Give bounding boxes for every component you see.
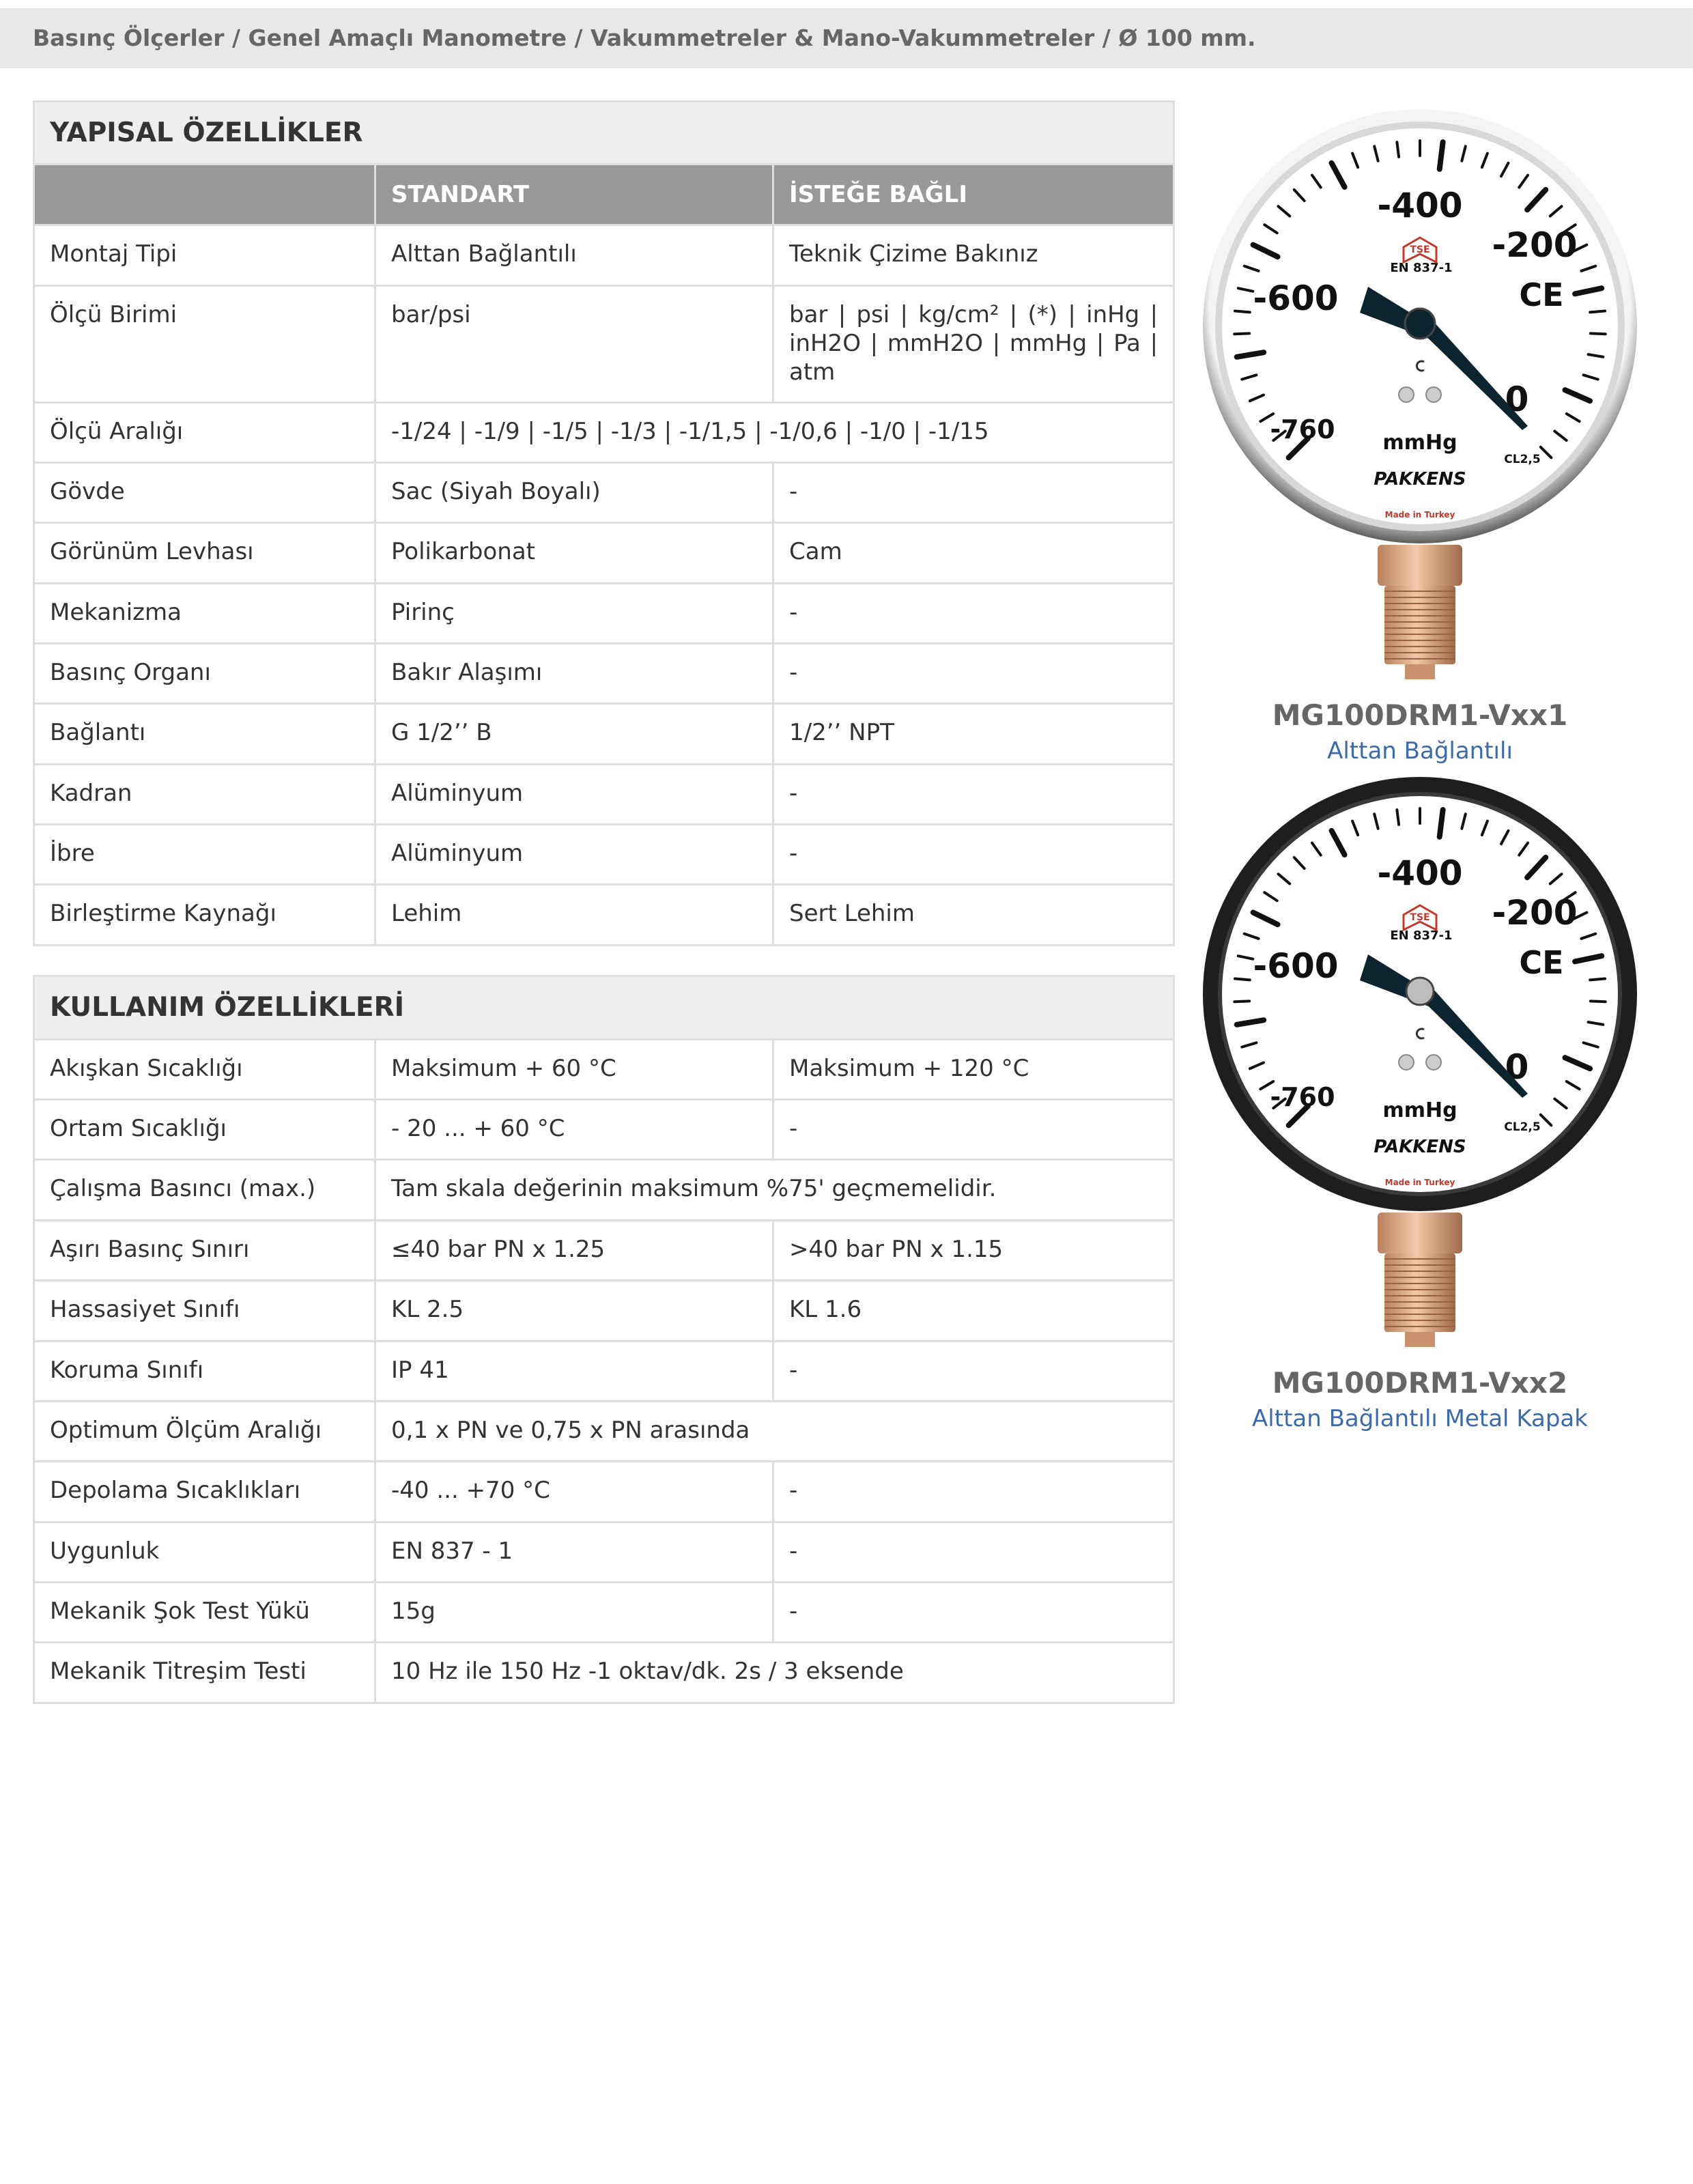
spec-standard-value: Lehim [375, 885, 773, 946]
spec-row [34, 765, 1174, 825]
tse-logo-text: TSE [1410, 244, 1430, 255]
spec-row [34, 463, 1174, 523]
gauge-scale-label: -400 [1377, 853, 1463, 893]
structural-specs-table [33, 100, 1175, 946]
spec-optional-value: Teknik Çizime Bakınız [773, 225, 1174, 286]
spec-label: Hassasiyet Sınıfı [34, 1281, 375, 1342]
gauge-stem-hex [1378, 1212, 1462, 1253]
ce-mark: CE [1519, 944, 1564, 981]
spec-standard-value: bar/psi [375, 286, 773, 403]
gauge-scale-label: -600 [1253, 946, 1339, 986]
gauge-tick [1235, 979, 1250, 980]
spec-optional-value: - [773, 825, 1174, 885]
spec-label: Kadran [34, 765, 375, 825]
usage-specs-table [33, 975, 1175, 1704]
spec-label: Optimum Ölçüm Aralığı [34, 1402, 375, 1462]
gauge-tick [1590, 979, 1605, 980]
gauge-tick [1234, 333, 1249, 334]
spec-row [34, 1583, 1174, 1643]
product-model: MG100DRM1-Vxx1 [1272, 698, 1568, 732]
gauge-pointer-hub [1406, 978, 1434, 1005]
spec-label: Mekanik Titreşim Testi [34, 1643, 375, 1703]
spec-label: Mekanizma [34, 584, 375, 644]
spec-label: Ölçü Birimi [34, 286, 375, 403]
spec-label: Montaj Tipi [34, 225, 375, 286]
spec-standard-value: - 20 ... + 60 °C [375, 1100, 773, 1160]
spec-label: Bağlantı [34, 704, 375, 765]
spec-label: Çalışma Basıncı (max.) [34, 1160, 375, 1221]
gauge-screw [1426, 387, 1441, 402]
spec-optional-value: >40 bar PN x 1.15 [773, 1221, 1174, 1281]
spec-row [34, 1221, 1174, 1281]
spec-row [34, 1160, 1174, 1221]
gauge-tick [1234, 1001, 1249, 1002]
gauge-tick [1397, 142, 1399, 157]
spec-label: Mekanik Şok Test Yükü [34, 1583, 375, 1643]
spec-row [34, 1643, 1174, 1703]
spec-optional-value: - [773, 1100, 1174, 1160]
gauge-pointer-hub [1405, 309, 1435, 339]
spec-label: Depolama Sıcaklıkları [34, 1462, 375, 1522]
gauge-screw [1426, 1055, 1441, 1070]
ce-mark: CE [1519, 276, 1564, 313]
spec-standard-value: Sac (Siyah Boyalı) [375, 463, 773, 523]
spec-optional-value: Sert Lehim [773, 885, 1174, 946]
spec-label: Aşırı Basınç Sınırı [34, 1221, 375, 1281]
product-model: MG100DRM1-Vxx2 [1272, 1366, 1568, 1400]
spec-standard-value: 0,1 x PN ve 0,75 x PN arasında [375, 1402, 1174, 1462]
spec-label: Basınç Organı [34, 644, 375, 704]
spec-standard-value: KL 2.5 [375, 1281, 773, 1342]
product-subtitle: Alttan Bağlantılı Metal Kapak [1252, 1405, 1588, 1432]
structural-section-title: YAPISAL ÖZELLİKLER [34, 102, 1174, 165]
gauge-scale-label: 0 [1505, 380, 1529, 419]
gauge-tick [1591, 333, 1606, 334]
spec-optional-value: 1/2’’ NPT [773, 704, 1174, 765]
column-header-standard: STANDART [375, 165, 773, 225]
gauge-standard-label: EN 837-1 [1390, 261, 1453, 275]
spec-label: Uygunluk [34, 1522, 375, 1583]
spec-row [34, 584, 1174, 644]
spec-standard-value: Pirinç [375, 584, 773, 644]
spec-optional-value: - [773, 1462, 1174, 1522]
spec-label: Akışkan Sıcaklığı [34, 1040, 375, 1100]
column-header-optional: İSTEĞE BAĞLI [773, 165, 1174, 225]
spec-standard-value: Polikarbonat [375, 523, 773, 584]
gauge-stem-hex [1378, 545, 1462, 586]
spec-optional-value: Cam [773, 523, 1174, 584]
spec-row [34, 1402, 1174, 1462]
pressure-gauge-image [1201, 108, 1638, 688]
spec-standard-value: 15g [375, 1583, 773, 1643]
spec-optional-value: - [773, 1583, 1174, 1643]
spec-row [34, 286, 1174, 403]
gauge-tick [1440, 142, 1443, 169]
spec-optional-value: KL 1.6 [773, 1281, 1174, 1342]
spec-row [34, 225, 1174, 286]
usage-section-title: KULLANIM ÖZELLİKLERİ [34, 976, 1174, 1040]
spec-optional-value: - [773, 765, 1174, 825]
tse-logo-text: TSE [1410, 912, 1430, 923]
spec-label: Görünüm Levhası [34, 523, 375, 584]
spec-optional-value: - [773, 463, 1174, 523]
spec-row [34, 644, 1174, 704]
spec-standard-value: -40 ... +70 °C [375, 1462, 773, 1522]
gauge-tick [1397, 810, 1399, 825]
product-card-vxx1 [1201, 108, 1638, 766]
spec-standard-value: -1/24 | -1/9 | -1/5 | -1/3 | -1/1,5 | -1/0,6 | -1/0 | -1/15 [375, 403, 1174, 463]
spec-label: Ölçü Aralığı [34, 403, 375, 463]
spec-label: Gövde [34, 463, 375, 523]
spec-optional-value: - [773, 1342, 1174, 1402]
spec-row [34, 1522, 1174, 1583]
column-header-row [34, 165, 1174, 225]
gauge-scale-label: -400 [1377, 186, 1463, 225]
spec-optional-value: Maksimum + 120 °C [773, 1040, 1174, 1100]
spec-standard-value: Alttan Bağlantılı [375, 225, 773, 286]
spec-standard-value: ≤40 bar PN x 1.25 [375, 1221, 773, 1281]
spec-row [34, 403, 1174, 463]
spec-row [34, 1462, 1174, 1522]
gauge-tick [1235, 311, 1250, 313]
spec-row [34, 1281, 1174, 1342]
spec-standard-value: Alüminyum [375, 825, 773, 885]
spec-standard-value: Tam skala değerinin maksimum %75' geçmemelidir. [375, 1160, 1174, 1221]
spec-standard-value: EN 837 - 1 [375, 1522, 773, 1583]
gauge-scale-label: -200 [1492, 225, 1578, 265]
gauge-tick [1440, 810, 1443, 837]
spec-row [34, 885, 1174, 946]
gauge-screw [1399, 1055, 1414, 1070]
gauge-made-in-label: Made in Turkey [1384, 510, 1455, 520]
gauge-unit-label: mmHg [1382, 1098, 1457, 1122]
spec-label: Ortam Sıcaklığı [34, 1100, 375, 1160]
gauge-standard-label: EN 837-1 [1390, 928, 1453, 943]
spec-row [34, 825, 1174, 885]
spec-row [34, 1342, 1174, 1402]
gauge-brand-logo: PAKKENS [1374, 1137, 1466, 1157]
gauge-scale-label: -600 [1253, 279, 1339, 318]
gauge-scale-label: -200 [1492, 893, 1578, 933]
gauge-class-label: CL2,5 [1504, 453, 1541, 466]
gauge-unit-label: mmHg [1382, 431, 1457, 455]
gauge-class-label: CL2,5 [1504, 1120, 1541, 1134]
column-header-empty [34, 165, 375, 225]
spec-optional-value: - [773, 644, 1174, 704]
spec-label: Koruma Sınıfı [34, 1342, 375, 1402]
pressure-gauge-image [1201, 776, 1638, 1356]
product-subtitle: Alttan Bağlantılı [1327, 737, 1513, 765]
gauge-brand-logo: PAKKENS [1374, 469, 1466, 490]
gauge-tick [1591, 1001, 1606, 1002]
spec-optional-value: bar | psi | kg/cm² | (*) | inHg | inH2O | mmH2O | mmHg | Pa | atm [773, 286, 1174, 403]
spec-label: İbre [34, 825, 375, 885]
gauge-tick [1590, 311, 1605, 313]
spec-row [34, 704, 1174, 765]
gauge-made-in-label: Made in Turkey [1384, 1178, 1455, 1187]
gauge-scale-label: -760 [1270, 414, 1335, 444]
spec-label: Birleştirme Kaynağı [34, 885, 375, 946]
gauge-screw [1399, 387, 1414, 402]
spec-standard-value: IP 41 [375, 1342, 773, 1402]
product-card-vxx2 [1201, 776, 1638, 1434]
spec-row [34, 1100, 1174, 1160]
spec-standard-value: G 1/2’’ B [375, 704, 773, 765]
spec-row [34, 1040, 1174, 1100]
spec-optional-value: - [773, 584, 1174, 644]
spec-standard-value: 10 Hz ile 150 Hz -1 oktav/dk. 2s / 3 eksende [375, 1643, 1174, 1703]
spec-standard-value: Maksimum + 60 °C [375, 1040, 773, 1100]
gauge-scale-label: -760 [1270, 1082, 1335, 1112]
gauge-stem-tip [1405, 1332, 1435, 1347]
gauge-scale-label: 0 [1505, 1047, 1529, 1087]
spec-optional-value: - [773, 1522, 1174, 1583]
breadcrumb: Basınç Ölçerler / Genel Amaçlı Manometre / Vakummetreler & Mano-Vakummetreler / Ø 100 mm. [0, 8, 1693, 68]
spec-row [34, 523, 1174, 584]
spec-standard-value: Alüminyum [375, 765, 773, 825]
gauge-stem-tip [1405, 664, 1435, 679]
spec-standard-value: Bakır Alaşımı [375, 644, 773, 704]
